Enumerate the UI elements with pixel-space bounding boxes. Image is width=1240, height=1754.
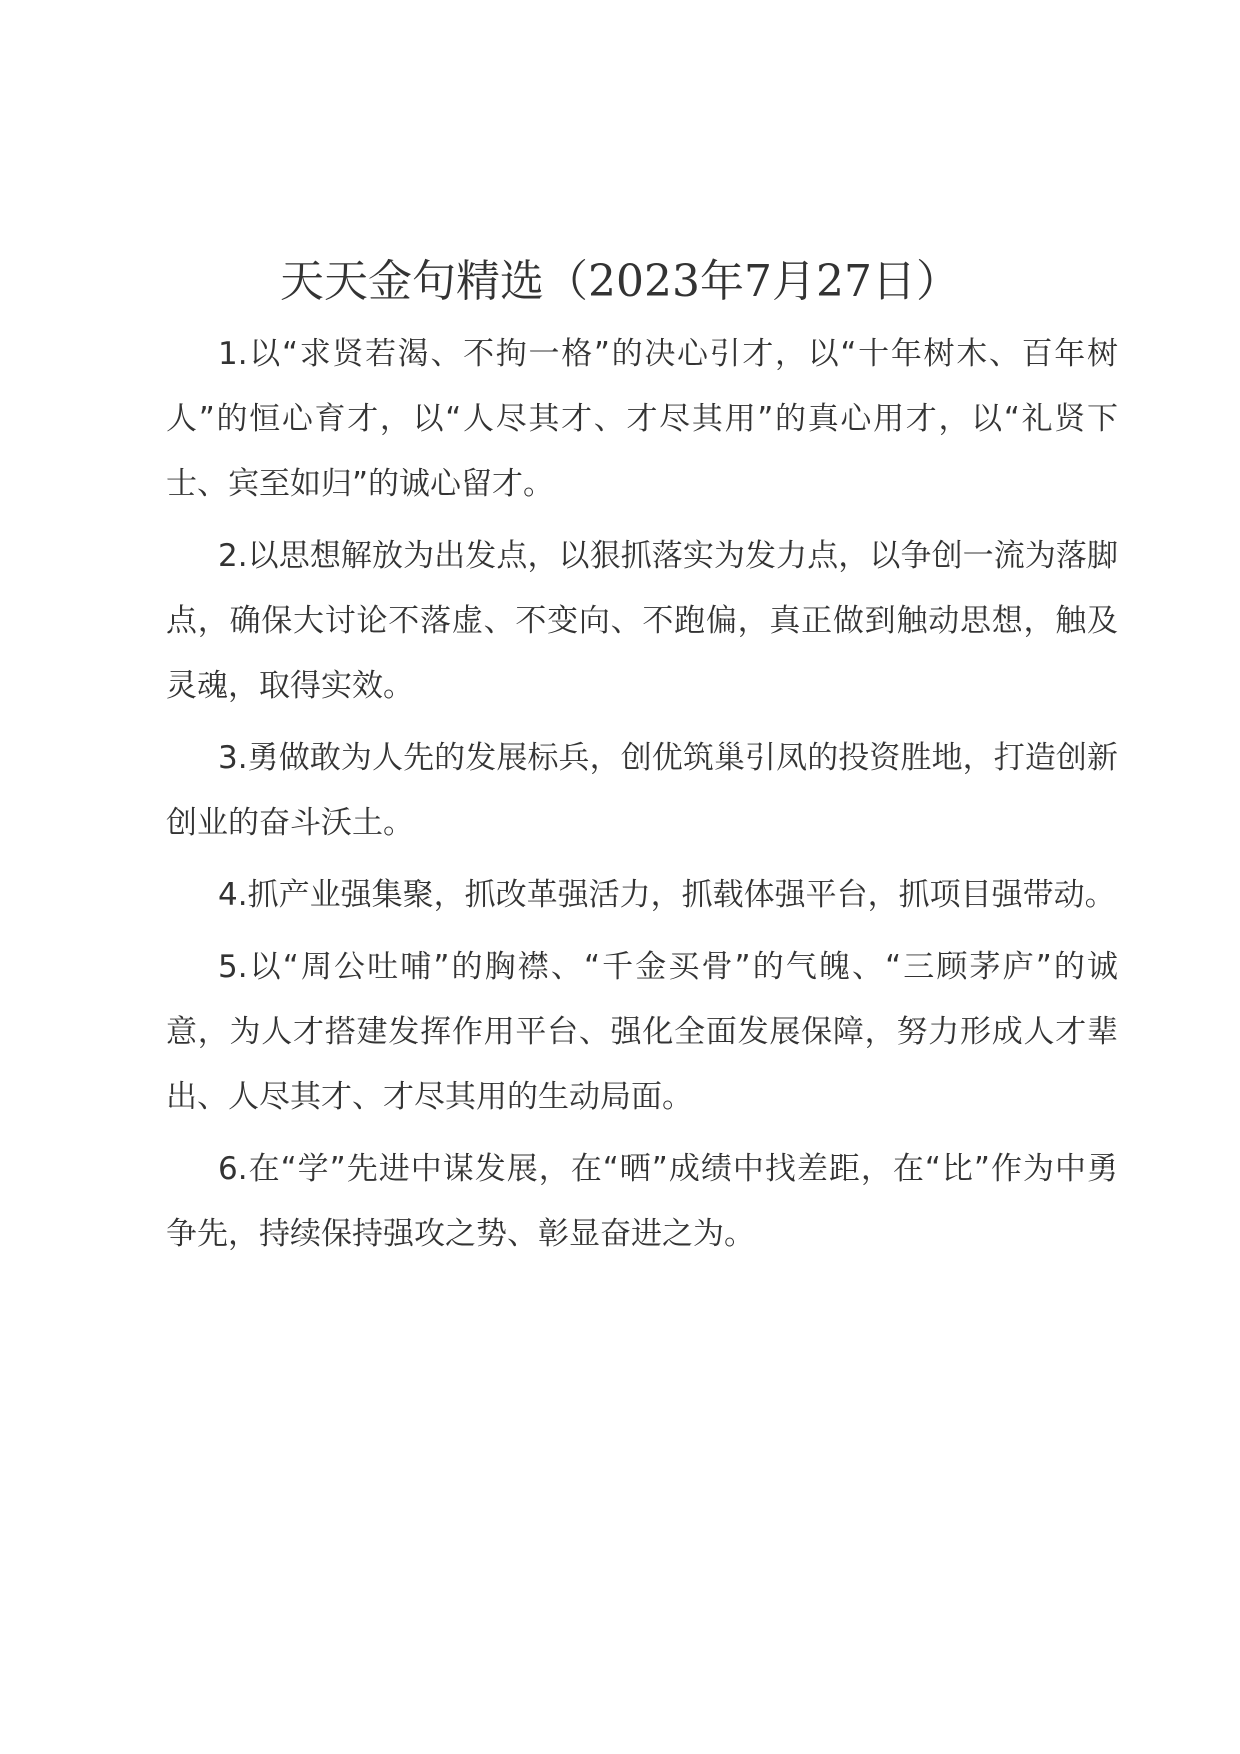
paragraph-5: 5.以“周公吐哺”的胸襟、“千金买骨”的气魄、“三顾茅庐”的诚意，为人才搭建发挥作用平台、强化全面发展保障，努力形成人才辈出、人尽其才、才尽其用的生动局面。 [166, 949, 1118, 1115]
paragraph-3: 3.勇做敢为人先的发展标兵，创优筑巢引凤的投资胜地，打造创新创业的奋斗沃土。 [166, 740, 1118, 841]
paragraph-2: 2.以思想解放为出发点，以狠抓落实为发力点，以争创一流为落脚点，确保大讨论不落虚、不变向、不跑偏，真正做到触动思想，触及灵魂，取得实效。 [166, 538, 1118, 704]
document-title: 天天金句精选（2023年7月27日） [280, 256, 960, 307]
paragraph-6: 6.在“学”先进中谋发展，在“晒”成绩中找差距，在“比”作为中勇争先，持续保持强攻之势、彰显奋进之为。 [166, 1151, 1118, 1252]
document-body [166, 322, 1118, 1274]
paragraph-4: 4.抓产业强集聚，抓改革强活力，抓载体强平台，抓项目强带动。 [218, 877, 1116, 913]
paragraph-1: 1.以“求贤若渴、不拘一格”的决心引才，以“十年树木、百年树人”的恒心育才，以“人尽其才、才尽其用”的真心用才，以“礼贤下士、宾至如归”的诚心留才。 [166, 336, 1118, 502]
